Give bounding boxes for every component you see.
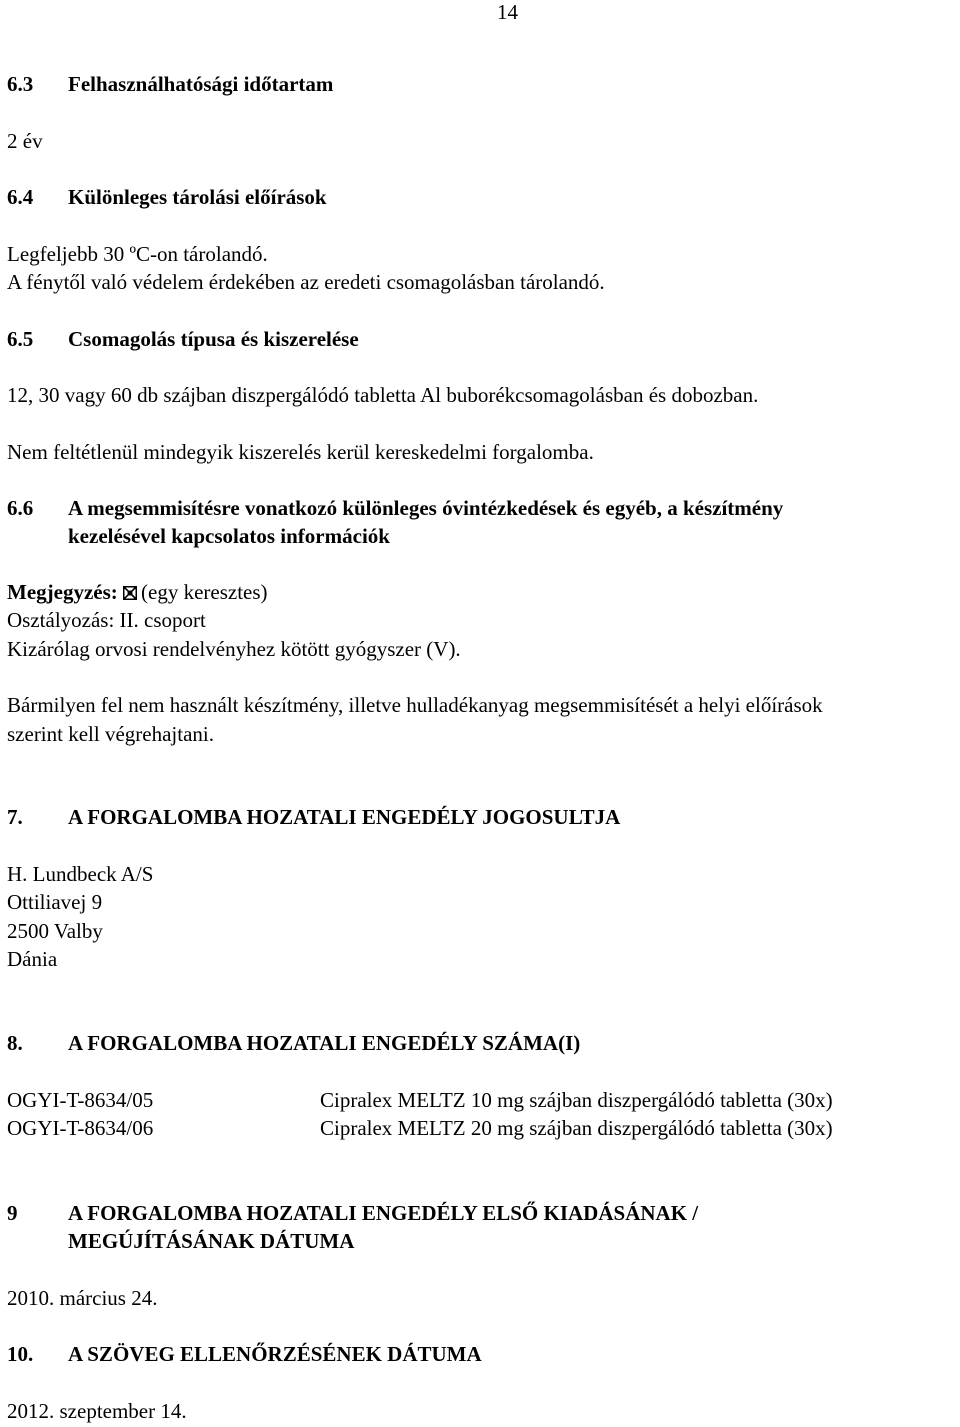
section-6-5-number: 6.5 (7, 327, 34, 351)
holder-city: 2500 Valby (7, 919, 103, 943)
section-10-title: A SZÖVEG ELLENŐRZÉSÉNEK DÁTUMA (68, 1342, 482, 1366)
disposal-text-line1: Bármilyen fel nem használt készítmény, illetve hulladékanyag megsemmisítését a helyi előírások (7, 693, 823, 717)
storage-temperature-text: Legfeljebb 30 ºC-on tárolandó. (7, 242, 268, 266)
authorization-code: OGYI-T-8634/06 (7, 1116, 154, 1140)
first-authorization-date: 2010. március 24. (7, 1286, 158, 1310)
package-contents-text: 12, 30 vagy 60 db szájban diszpergálódó tabletta Al buborékcsomagolásban és dobozban. (7, 383, 759, 407)
classification-text: Osztályozás: II. csoport (7, 608, 206, 632)
disposal-text-line2: szerint kell végrehajtani. (7, 722, 214, 746)
authorization-product: Cipralex MELTZ 10 mg szájban diszpergálódó tabletta (30x) (320, 1088, 833, 1112)
holder-street: Ottiliavej 9 (7, 890, 103, 914)
section-8-number: 8. (7, 1031, 23, 1055)
holder-name: H. Lundbeck A/S (7, 862, 154, 886)
page-number: 14 (497, 0, 518, 24)
holder-country: Dánia (7, 947, 58, 971)
section-6-6-title-line2: kezelésével kapcsolatos információk (68, 524, 390, 548)
section-9-number: 9 (7, 1201, 18, 1225)
note-text: (egy keresztes) (141, 580, 268, 604)
section-10-number: 10. (7, 1342, 34, 1366)
shelf-life-text: 2 év (7, 129, 43, 153)
section-6-3-number: 6.3 (7, 72, 34, 96)
section-7-number: 7. (7, 805, 23, 829)
note-label: Megjegyzés: (7, 580, 118, 604)
section-9-title-line1: A FORGALOMBA HOZATALI ENGEDÉLY ELSŐ KIADÁSÁNAK / (68, 1201, 699, 1225)
cross-icon (123, 581, 137, 595)
section-8-title: A FORGALOMBA HOZATALI ENGEDÉLY SZÁMA(I) (68, 1031, 581, 1055)
prescription-text: Kizárólag orvosi rendelvényhez kötött gyógyszer (V). (7, 637, 461, 661)
section-6-4-number: 6.4 (7, 185, 34, 209)
revision-date: 2012. szeptember 14. (7, 1399, 187, 1423)
section-6-3-title: Felhasználhatósági időtartam (68, 72, 334, 96)
section-7-title: A FORGALOMBA HOZATALI ENGEDÉLY JOGOSULTJA (68, 805, 621, 829)
section-6-5-title: Csomagolás típusa és kiszerelése (68, 327, 359, 351)
section-6-6-number: 6.6 (7, 496, 34, 520)
section-6-4-title: Különleges tárolási előírások (68, 185, 327, 209)
storage-light-text: A fénytől való védelem érdekében az eredeti csomagolásban tárolandó. (7, 270, 605, 294)
authorization-code: OGYI-T-8634/05 (7, 1088, 154, 1112)
authorization-product: Cipralex MELTZ 20 mg szájban diszpergálódó tabletta (30x) (320, 1116, 833, 1140)
note-line (7, 580, 268, 605)
section-6-6-title-line1: A megsemmisítésre vonatkozó különleges óvintézkedések és egyéb, a készítmény (68, 496, 784, 520)
section-9-title-line2: MEGÚJÍTÁSÁNAK DÁTUMA (68, 1229, 355, 1253)
package-availability-text: Nem feltétlenül mindegyik kiszerelés kerül kereskedelmi forgalomba. (7, 440, 594, 464)
